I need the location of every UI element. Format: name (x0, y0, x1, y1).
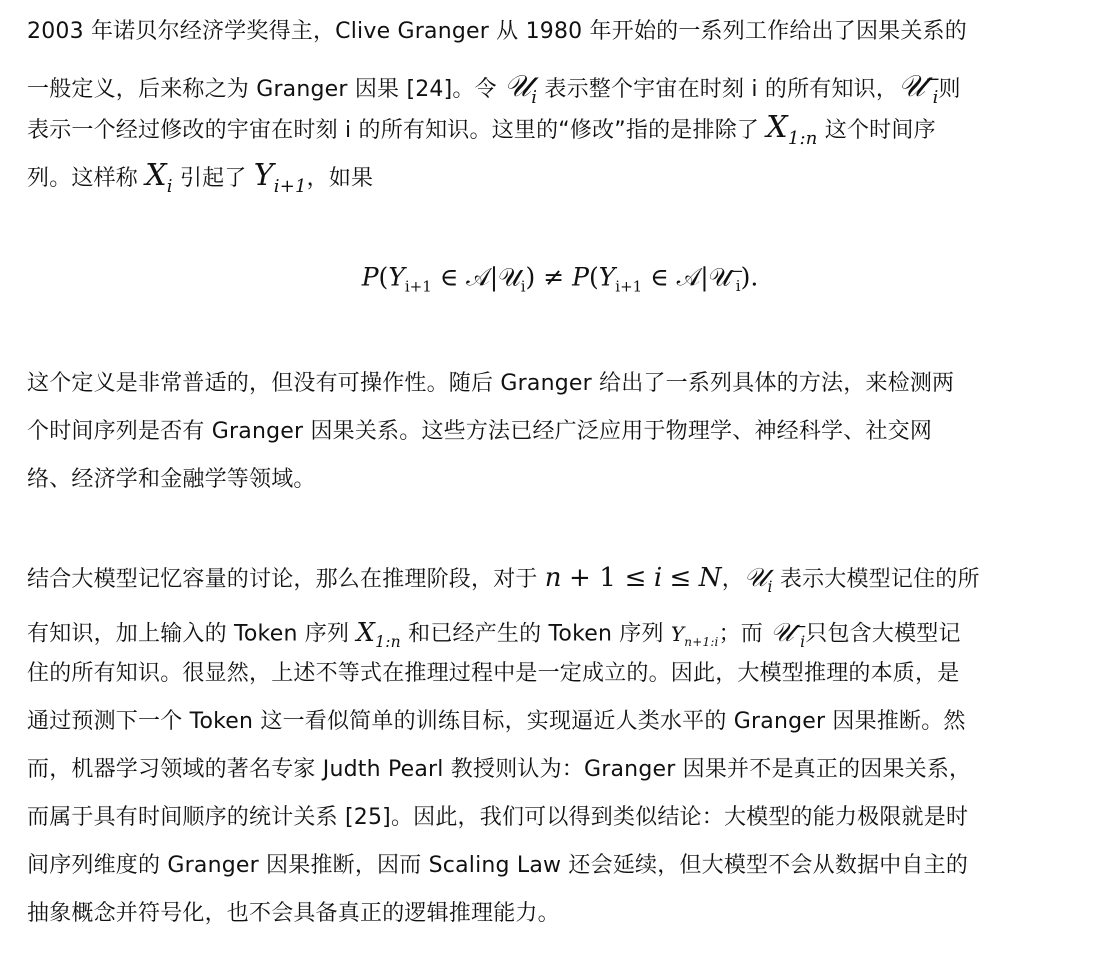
p3-line-2-text-b: 和已经产生的 Token 序列 (400, 621, 671, 647)
math-Y-i-plus-1: $Y_{i+1}$ (253, 158, 307, 197)
p1-line-4-text-b: 引起了 (172, 166, 254, 191)
p3-line-7: 间序列维度的 Granger 因果推断，因而 Scaling Law 还会延续，但大模型不会从数据中自主的 (27, 853, 969, 878)
p3-line-1-text-a: 结合大模型记忆容量的讨论，那么在推理阶段，对于 (27, 567, 545, 592)
math-U-i-minus-2: 𝒰−$_i$ (770, 617, 808, 651)
math-X-i: $X_i$ (145, 158, 173, 197)
math-range-condition: n (544, 563, 562, 593)
math-X-1n: $X_{1:n}$ (766, 110, 818, 149)
p1-line-4-text-c: ，如果 (306, 166, 374, 191)
p3-line-3: 住的所有知识。很显然，上述不等式在推理过程中是一定成立的。因此，大模型推理的本质，是 (27, 661, 960, 686)
math-U-i-minus: 𝒰−$_i$ (898, 69, 941, 108)
p2-line-3: 络、经济学和金融学等领域。 (27, 467, 316, 492)
p3-line-2 (27, 610, 1093, 658)
p3-line-1-text-b: ， (721, 567, 744, 592)
p3-line-5: 而，机器学习领域的著名专家 Judth Pearl 教授则认为：Granger 因果并不是真正的因果关系， (27, 757, 972, 782)
math-U-i: 𝒰$_i$ (504, 69, 538, 108)
p1-line-2-text-c: 则 (938, 77, 961, 102)
math-Y-n1-i: $Y_{n+1:i}$ (670, 621, 719, 649)
p2-line-1: 这个定义是非常普适的，但没有可操作性。随后 Granger 给出了一系列具体的方法，来检测两 (27, 371, 955, 396)
p3-line-6: 而属于具有时间顺序的统计关系 [25]。因此，我们可以得到类似结论：大模型的能力极限就是时 (27, 805, 969, 830)
p1-line-1: 2003 年诺贝尔经济学奖得主，Clive Granger 从 1980 年开始的一系列工作给出了因果关系的 (27, 19, 967, 44)
p3-line-2-text-a: 有知识，加上输入的 Token 序列 (27, 621, 357, 647)
math-U-i-2: 𝒰$_i$ (743, 563, 773, 597)
granger-equation: $P(Y_{i+1}$ ∈ 𝒜|𝒰$_i$) ≠ $P(Y_{i+1}$ ∈ 𝒜|𝒰−$_i$). (361, 262, 759, 296)
p3-line-2-text-c: ；而 (718, 621, 771, 647)
p1-line-2 (27, 64, 1093, 114)
p3-line-8: 抽象概念并符号化，也不会具备真正的逻辑推理能力。 (27, 901, 560, 926)
p2-line-2: 个时间序列是否有 Granger 因果关系。这些方法已经广泛应用于物理学、神经科学、社交网 (27, 419, 933, 444)
p1-line-3 (27, 112, 1093, 155)
p1-line-2-text-a: 一般定义，后来称之为 Granger 因果 [24]。令 (27, 77, 504, 102)
p1-line-2-text-b: 表示整个宇宙在时刻 i 的所有知识， (537, 77, 899, 102)
p1-line-4-text-a: 列。这样称 (27, 166, 146, 191)
p3-line-1: 结合大模型记忆容量的讨论，那么在推理阶段，对于 n + 1 ≤ i ≤ N，𝒰$_i$ 表示大模型记住的所 (27, 563, 980, 597)
p1-line-4 (27, 160, 1093, 203)
p1-line-3-text-b: 这个时间序 (817, 118, 936, 143)
p1-line-3-text-a: 表示一个经过修改的宇宙在时刻 i 的所有知识。这里的“修改”指的是排除了 (27, 118, 767, 143)
p3-line-4: 通过预测下一个 Token 这一看似简单的训练目标，实现逼近人类水平的 Granger 因果推断。然 (27, 709, 966, 734)
math-X-1n-2: $X_{1:n}$ (356, 617, 401, 651)
p3-line-2-text-d: 只包含大模型记 (805, 621, 961, 647)
p3-line-1-text-c: 表示大模型记住的所 (772, 567, 980, 592)
